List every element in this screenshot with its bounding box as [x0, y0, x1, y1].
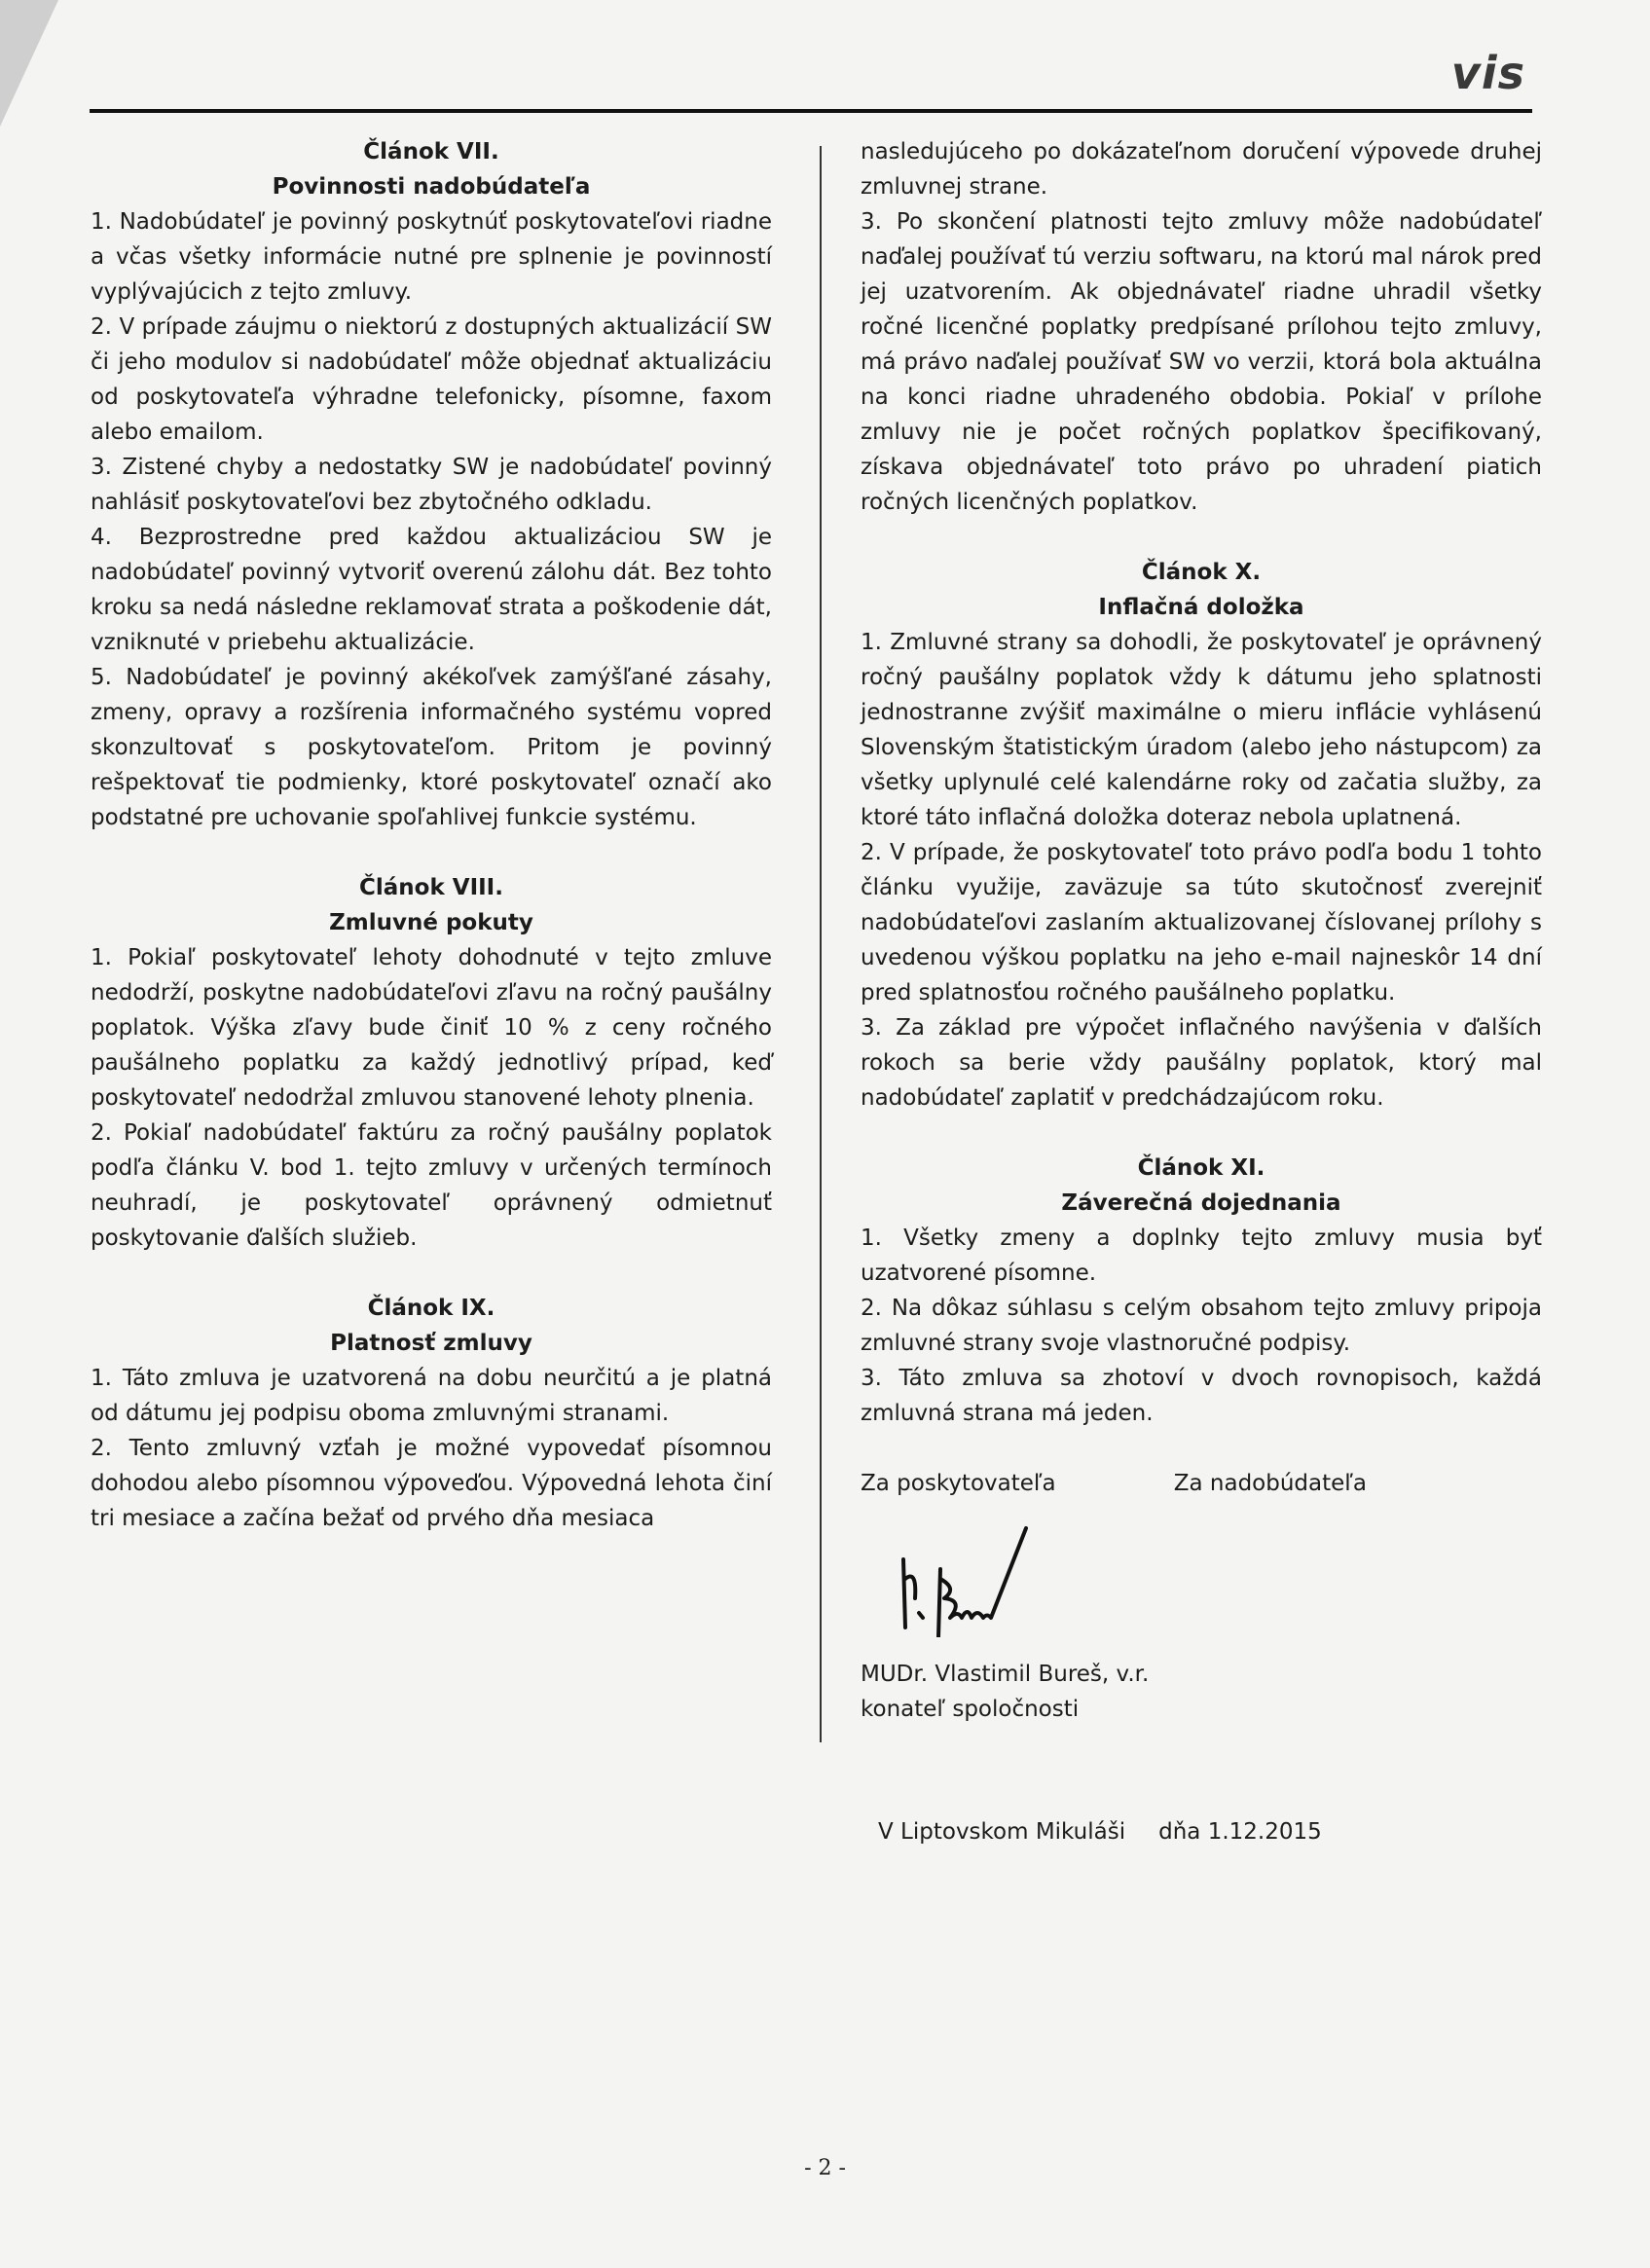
article-item: 3. Táto zmluva sa zhotoví v dvoch rovnopisoch, každá zmluvná strana má jeden. — [861, 1366, 1542, 1426]
article-title: Inflačná doložka — [1098, 595, 1304, 620]
article-item: 3. Po skončení platnosti tejto zmluvy môže nadobúdateľ naďalej používať tú verziu softwaru, na ktorú mal nárok pred jej uzatvorením. Ak objednávateľ riadne uhradil všetky ročné licenčné poplatky predpísané prílohou tejto zmluvy, má právo naďalej používať SW vo verzii, ktorá bola aktuálna na konci riadne uhradeného obdobia. Pokiaľ v prílohe zmluvy nie je počet ročných poplatkov špecifikovaný, získava objednávateľ toto právo po uhradení piatich ročných licenčných poplatkov. — [861, 209, 1542, 515]
acquirer-label: Za nadobúdateľa — [1173, 1471, 1367, 1496]
article-number: Článok VII. — [363, 139, 499, 165]
handwritten-signature — [861, 1520, 1542, 1647]
article-item: 2. V prípade, že poskytovateľ toto právo podľa bodu 1 tohto článku využije, zaväzuje sa túto skutočnosť zverejniť nadobúdateľovi zaslaním aktualizovanej číslovanej prílohy s uvedenou výškou poplatku na jeho e-mail najneskôr 14 dní pred splatnosťou ročného paušálneho poplatku. — [861, 840, 1542, 1006]
place: V Liptovskom Mikuláši — [878, 1819, 1126, 1845]
article-item: 1. Pokiaľ poskytovateľ lehoty dohodnuté v tejto zmluve nedodrží, poskytne nadobúdateľovi zľavu na ročný paušálny poplatok. Výška zľavy bude činiť 10 % z ceny ročného paušálneho poplatku za každý jednotlivý prípad, keď poskytovateľ nedodržal zmluvou stanovené lehoty plnenia. — [91, 945, 772, 1111]
article-viii — [91, 870, 772, 1256]
article-number: Článok IX. — [367, 1296, 495, 1321]
article-number: Článok XI. — [1137, 1155, 1265, 1181]
place-and-date — [861, 1814, 1542, 1849]
article-ix-continuation — [861, 134, 1542, 520]
page-number: - 2 - — [804, 2156, 846, 2180]
article-item: 2. Tento zmluvný vzťah je možné vypovedať písomnou dohodou alebo písomnou výpoveďou. Výpovedná lehota činí tri mesiace a začína bežať od prvého dňa mesiaca — [91, 1436, 772, 1531]
signature-icon — [890, 1520, 1084, 1637]
folded-corner — [0, 0, 58, 127]
article-title: Povinnosti nadobúdateľa — [272, 174, 591, 200]
article-xi — [861, 1151, 1542, 1431]
article-item: 3. Zistené chyby a nedostatky SW je nadobúdateľ povinný nahlásiť poskytovateľovi bez zbytočného odkladu. — [91, 455, 772, 515]
signer-role: konateľ spoločnosti — [861, 1697, 1080, 1722]
article-item: 1. Zmluvné strany sa dohodli, že poskytovateľ je oprávnený ročný paušálny poplatok vždy k dátumu jeho splatnosti jednostranne zvýšiť maximálne o mieru inflácie vyhlásenú Slovenským štatistickým úradom (alebo jeho nástupcom) za všetky uplynulé celé kalendárne roky od začatia služby, za ktoré táto inflačná doložka doteraz nebola uplatnená. — [861, 630, 1542, 830]
article-item: 1. Nadobúdateľ je povinný poskytnúť poskytovateľovi riadne a včas všetky informácie nutné pre splnenie je povinností vyplývajúcich z tejto zmluvy. — [91, 209, 772, 305]
right-column — [861, 134, 1542, 1849]
article-item: 3. Za základ pre výpočet inflačného navýšenia v ďalších rokoch sa berie vždy paušálny poplatok, ktorý mal nadobúdateľ zaplatiť v predchádzajúcom roku. — [861, 1015, 1542, 1111]
article-item: 2. V prípade záujmu o niektorú z dostupných aktualizácií SW či jeho modulov si nadobúdateľ môže objednať aktualizáciu od poskytovateľa výhradne telefonicky, písomne, faxom alebo emailom. — [91, 314, 772, 445]
article-item: 1. Všetky zmeny a doplnky tejto zmluvy musia byť uzatvorené písomne. — [861, 1225, 1542, 1286]
signature-labels — [861, 1466, 1542, 1501]
article-item: 4. Bezprostredne pred každou aktualizáciou SW je nadobúdateľ povinný vytvoriť overenú zálohu dát. Bez tohto kroku sa nedá následne reklamovať strata a poškodenie dát, vzniknuté v priebehu aktualizácie. — [91, 525, 772, 655]
provider-label: Za poskytovateľa — [861, 1471, 1056, 1496]
article-number: Článok X. — [1141, 560, 1262, 585]
article-vii — [91, 134, 772, 835]
left-column — [91, 134, 772, 1571]
header-rule — [90, 109, 1532, 113]
article-title: Platnosť zmluvy — [330, 1331, 532, 1356]
article-item: 5. Nadobúdateľ je povinný akékoľvek zamýšľané zásahy, zmeny, opravy a rozšírenia informačného systému vopred skonzultovať s poskytovateľom. Pritom je povinný rešpektovať tie podmienky, ktoré poskytovateľ označí ako podstatné pre uchovanie spoľahlivej funkcie systému. — [91, 665, 772, 830]
company-logo: vis — [1450, 47, 1525, 99]
article-number: Článok VIII. — [359, 875, 503, 900]
article-ix — [91, 1291, 772, 1536]
article-item: 2. Na dôkaz súhlasu s celým obsahom tejto zmluvy pripoja zmluvné strany svoje vlastnoručné podpisy. — [861, 1296, 1542, 1356]
signer-block — [861, 1657, 1542, 1727]
column-divider — [820, 146, 822, 1742]
article-title: Záverečná dojednania — [1061, 1190, 1341, 1216]
article-item: 2. Pokiaľ nadobúdateľ faktúru za ročný paušálny poplatok podľa článku V. bod 1. tejto zmluvy v určených termínoch neuhradí, je poskytovateľ oprávnený odmietnuť poskytovanie ďalších služieb. — [91, 1120, 772, 1251]
article-x — [861, 555, 1542, 1116]
article-item: nasledujúceho po dokázateľnom doručení výpovede druhej zmluvnej strane. — [861, 139, 1542, 200]
signer-name: MUDr. Vlastimil Bureš, v.r. — [861, 1662, 1150, 1687]
article-title: Zmluvné pokuty — [329, 910, 533, 935]
article-item: 1. Táto zmluva je uzatvorená na dobu neurčitú a je platná od dátumu jej podpisu oboma zmluvnými stranami. — [91, 1366, 772, 1426]
date: dňa 1.12.2015 — [1158, 1819, 1322, 1845]
